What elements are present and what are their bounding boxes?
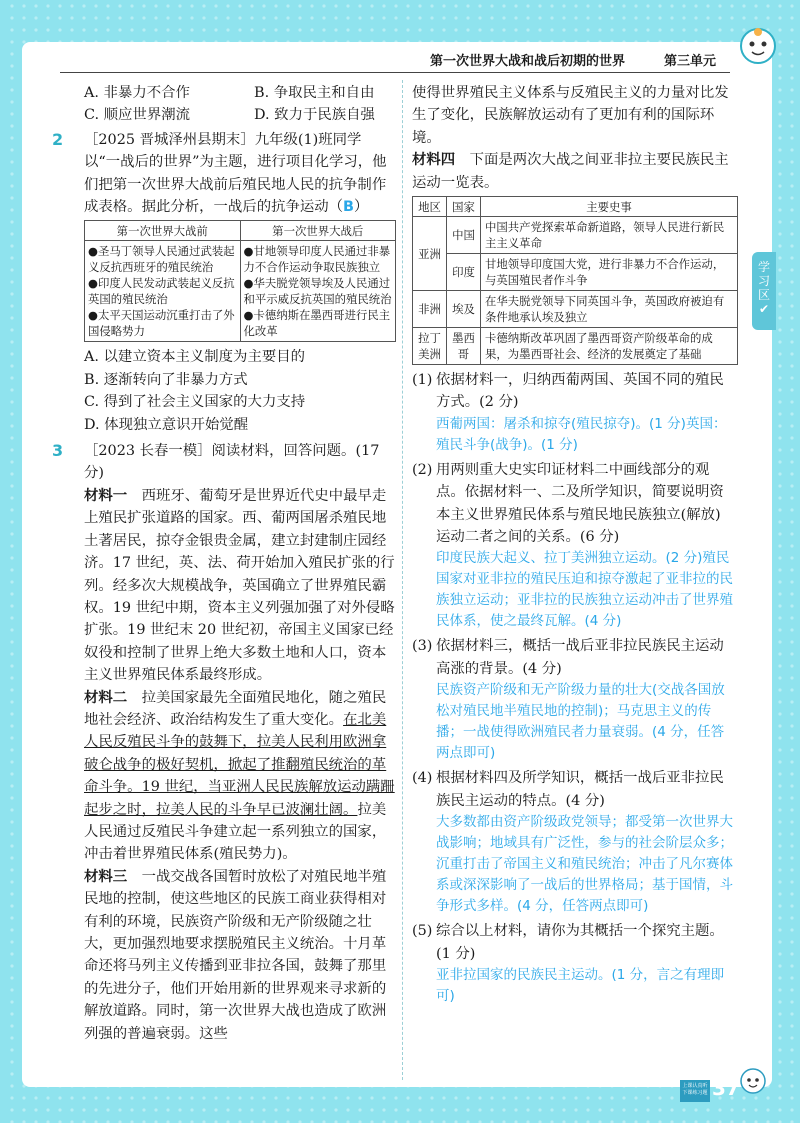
table-cell-event: 在华夫脱党领导下同英国斗争，英国政府被迫有条件地承认埃及独立	[481, 291, 738, 328]
material-title: 材料三	[84, 868, 128, 885]
q3-table	[412, 196, 738, 365]
material-title: 材料二	[84, 689, 128, 706]
material-text: 西班牙、葡萄牙是世界近代史中最早走上殖民扩张道路的国家。西、葡两国屠杀殖民地土著居民，掠夺金银贵金属，建立封建制庄园经济。17 世纪，英、法、荷开始加入殖民扩张的行列。经多次大规模战争，英国确立了世界殖民霸权。19 世纪中期，资本主义列强加强了对外侵略扩张。19 世纪末 20 世纪初，帝国主义国家已经奴役和控制了世界上绝大多数土地和人口，资本主义世界殖民体系最终形成。	[84, 487, 395, 684]
page-number: 37	[712, 1076, 740, 1100]
q2-stem: ［2025 晋城泽州县期末］九年级(1)班同学以“一战后的世界”为主题，进行项目化学习，他们把第一次世界大战前后殖民地人民的抗争制作成表格。据此分析，一战后的抗争运动（	[84, 131, 387, 216]
q2-option-b: B. 逐渐转向了非暴力方式	[84, 371, 248, 388]
material-1	[60, 485, 396, 687]
q1-option-c: C. 顺应世界潮流	[84, 107, 190, 124]
header-unit: 第三单元	[664, 54, 717, 69]
answer-2: 印度民族大起义、拉丁美洲独立运动。(2 分)殖民国家对亚非拉的殖民压迫和掠夺激起了亚非拉的民族独立运动；亚非拉的民族独立运动冲击了世界殖民体系，使之最终瓦解。(4 分)	[436, 550, 733, 630]
table-row	[413, 217, 738, 254]
answer-1: 西葡两国：屠杀和掠夺(殖民掠夺)。(1 分)英国：殖民斗争(战争)。(1 分)	[436, 415, 727, 453]
q2-answer: B	[343, 199, 355, 216]
answer-4: 大多数都由资产阶级政党领导；都受第一次世界大战影响；地域具有广泛性，参与的社会阶层众多；沉重打击了帝国主义和殖民统治；冲击了凡尔赛体系或深深影响了一战后的世界格局；基于国情，斗争形式多样。(4 分，任答两点即可)	[436, 814, 733, 915]
material-4	[412, 149, 734, 194]
q2-table	[84, 220, 396, 342]
q2-options	[60, 346, 396, 436]
q1-option-a: A. 非暴力不合作	[84, 85, 190, 101]
table-header: 国家	[447, 197, 481, 217]
q1-option-b: B. 争取民主和自由	[254, 85, 375, 101]
sub-question-2: (2) 用两则重大史实印证材料二中画线部分的观点。依据材料一、二及所学知识，简要说明资本主义世界殖民体系与殖民地民族独立(解放)运动二者之间的关系。(6 分)	[412, 461, 724, 546]
table-header: 地区	[413, 197, 447, 217]
material-3-continued: 使得世界殖民主义体系与反殖民主义的力量对比发生了变化，民族解放运动有了更加有利的国际环境。	[412, 85, 729, 146]
sub-question-4: (4) 根据材料四及所学知识，概括一战后亚非拉民族民主运动的特点。(4 分)	[412, 770, 724, 809]
footer-logo: 上课认真听 下课练习题	[680, 1080, 710, 1102]
q1-options	[60, 82, 396, 127]
material-title: 材料四	[412, 152, 456, 169]
table-cell-country: 印度	[447, 254, 481, 291]
q1-option-d: D. 致力于民族自强	[254, 107, 375, 124]
material-3	[60, 866, 396, 1045]
material-text: 拉美人民通过反殖民斗争建立起一系列独立的国家，冲击着世界殖民体系(殖民势力)。	[84, 801, 387, 863]
material-underlined-text: 在北美人民反殖民斗争的鼓舞下，拉美人民利用欧洲拿破仑战争的极好契机，掀起了推翻殖民统治的革命斗争。19 世纪，当亚洲人民民族解放运动蹒跚起步之时，拉美人民的斗争早已波澜壮阔。	[84, 711, 395, 818]
question-number: 3	[52, 441, 64, 461]
answer-5: 亚非拉国家的民族民主运动。(1 分，言之有理即可)	[436, 966, 725, 1004]
footer-mascot-icon	[738, 1066, 768, 1100]
sub-question-5: (5) 综合以上材料，请你为其概括一个探究主题。(1 分)	[412, 923, 724, 962]
sub-question-3: (3) 依据材料三，概括一战后亚非拉民族民主运动高涨的背景。(4 分)	[412, 638, 724, 677]
question-2	[52, 129, 396, 219]
table-cell-after: ●甘地领导印度人民通过非暴力不合作运动争取民族独立 ●华夫脱党领导埃及人民通过和平示威反抗英国的殖民统治 ●卡德纳斯在墨西哥进行民主化改革	[240, 241, 396, 342]
q3-stem: ［2023 长春一模］阅读材料，回答问题。(17 分)	[84, 443, 380, 482]
question-3	[52, 440, 396, 485]
table-cell-country: 埃及	[447, 291, 481, 328]
column-divider	[402, 80, 403, 1080]
question-number: 2	[52, 129, 64, 149]
material-text: 拉美国家最先全面殖民地化，随之殖民地社会经济、政治结构发生了重大变化。	[84, 689, 387, 728]
material-text: 下面是两次大战之间亚非拉主要民族民主运动一览表。	[412, 152, 729, 191]
material-2	[60, 687, 396, 866]
table-header: 主要史事	[481, 197, 738, 217]
check-icon: ✔	[758, 302, 770, 316]
table-cell-region: 非洲	[413, 291, 447, 328]
table-cell-country: 中国	[447, 217, 481, 254]
answer-3: 民族资产阶级和无产阶级力量的壮大(交战各国放松对殖民地半殖民地的控制)；马克思主义的传播；一战使得欧洲殖民者力量衰弱。(4 分，任答两点即可)	[436, 682, 725, 762]
table-cell-event: 中国共产党探索革命新道路，领导人民进行新民主主义革命	[481, 217, 738, 254]
material-title: 材料一	[84, 487, 128, 504]
mascot-icon	[736, 24, 780, 74]
table-cell-region: 亚洲	[413, 217, 447, 291]
material-text: 一战交战各国暂时放松了对殖民地半殖民地的控制，使这些地区的民族工商业获得相对有利的环境，民族资产阶级和无产阶级随之壮大，更加强烈地要求摆脱殖民主义统治。十月革命还将马列主义传播到亚非拉各国，鼓舞了那里的先进分子，他们开始用新的世界观来寻求新的解放道路。同时，第一次世界大战也造成了欧洲列强的普遍衰弱。这些	[84, 868, 387, 1042]
q2-stem-end: ）	[354, 199, 369, 216]
header-divider	[60, 72, 730, 73]
sub-question-1: (1) 依据材料一，归纳西葡两国、英国不同的殖民方式。(2 分)	[412, 372, 724, 411]
table-row	[413, 328, 738, 365]
q2-option-d: D. 体现独立意识开始觉醒	[84, 416, 249, 433]
table-row	[413, 291, 738, 328]
right-column	[412, 82, 734, 1010]
left-column	[52, 82, 396, 1045]
table-row	[413, 254, 738, 291]
table-cell-before: ●圣马丁领导人民通过武装起义反抗西班牙的殖民统治 ●印度人民发动武装起义反抗英国的殖民统治 ●太平天国运动沉重打击了外国侵略势力	[85, 241, 241, 342]
table-header: 第一次世界大战后	[240, 221, 396, 241]
table-header: 第一次世界大战前	[85, 221, 241, 241]
table-cell-event: 卡德纳斯改革巩固了墨西哥资产阶级革命的成果，为墨西哥社会、经济的发展奠定了基础	[481, 328, 738, 365]
table-cell-country: 墨西哥	[447, 328, 481, 365]
side-tab-study-area: 学 习 区 ✔	[752, 252, 776, 330]
header-title: 第一次世界大战和战后初期的世界	[430, 54, 626, 69]
table-cell-region: 拉丁美洲	[413, 328, 447, 365]
q2-option-a: A. 以建立资本主义制度为主要目的	[84, 349, 306, 366]
table-cell-event: 甘地领导印度国大党，进行非暴力不合作运动，与英国殖民者作斗争	[481, 254, 738, 291]
q2-option-c: C. 得到了社会主义国家的大力支持	[84, 394, 306, 411]
